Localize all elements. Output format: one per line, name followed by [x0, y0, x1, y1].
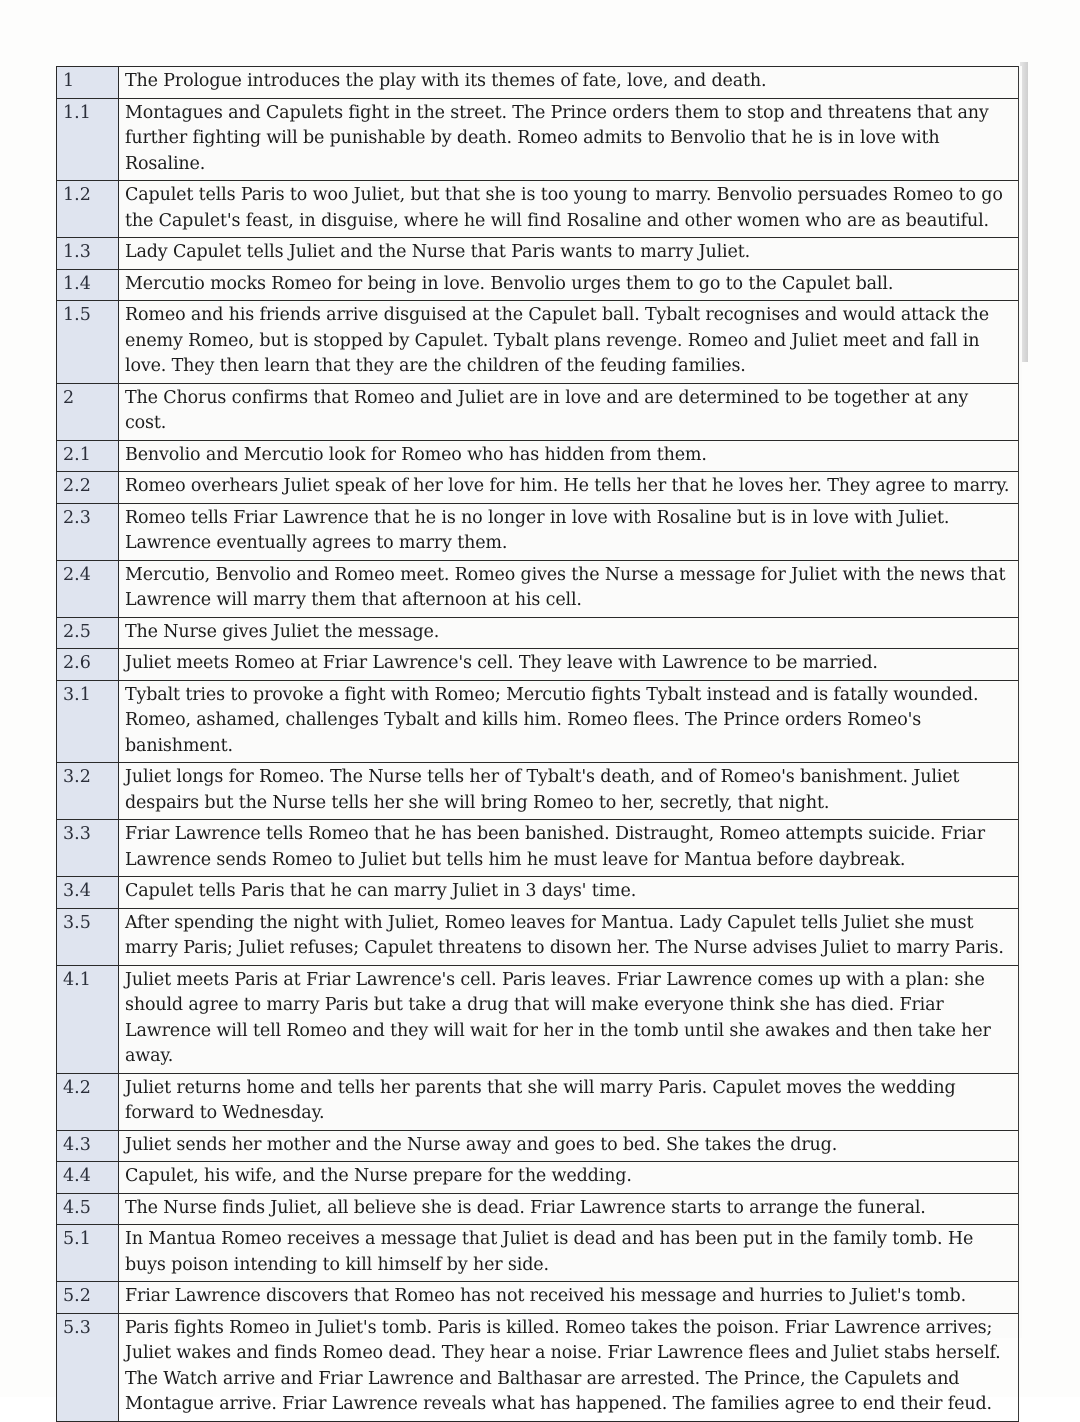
table-row	[57, 965, 1019, 1073]
scene-number: 2.1	[57, 440, 119, 472]
scene-number: 1.5	[57, 301, 119, 384]
scene-summary: Friar Lawrence tells Romeo that he has been banished. Distraught, Romeo attempts suicide. Friar Lawrence sends Romeo to Juliet but tells him he must leave for Mantua before daybreak.	[119, 820, 1019, 877]
scene-summary: Lady Capulet tells Juliet and the Nurse that Paris wants to marry Juliet.	[119, 238, 1019, 270]
table-row	[57, 617, 1019, 649]
scene-number: 4.5	[57, 1193, 119, 1225]
table-row	[57, 1130, 1019, 1162]
scene-number: 4.4	[57, 1162, 119, 1194]
table-row	[57, 1073, 1019, 1130]
scene-number: 3.4	[57, 877, 119, 909]
table-row	[57, 560, 1019, 617]
scene-summary: Juliet meets Paris at Friar Lawrence's cell. Paris leaves. Friar Lawrence comes up with a plan: she should agree to marry Paris but take a drug that will make everyone think she has died. Friar Lawrence will tell Romeo and they will wait for her in the tomb until she awakes and then take her away.	[119, 965, 1019, 1073]
scene-summary: Romeo overhears Juliet speak of her love for him. He tells her that he loves her. They agree to marry.	[119, 472, 1019, 504]
scene-number: 2	[57, 383, 119, 440]
table-row	[57, 238, 1019, 270]
table-row	[57, 67, 1019, 99]
scene-number: 5.2	[57, 1282, 119, 1314]
scene-summary: Romeo tells Friar Lawrence that he is no longer in love with Rosaline but is in love with Juliet. Lawrence eventually agrees to marry them.	[119, 503, 1019, 560]
table-row	[57, 503, 1019, 560]
scene-number: 2.3	[57, 503, 119, 560]
scene-number: 4.3	[57, 1130, 119, 1162]
table-row	[57, 440, 1019, 472]
table-row	[57, 301, 1019, 384]
table-row	[57, 1282, 1019, 1314]
scene-summary: Friar Lawrence discovers that Romeo has not received his message and hurries to Juliet's tomb.	[119, 1282, 1019, 1314]
scene-summary: Paris fights Romeo in Juliet's tomb. Paris is killed. Romeo takes the poison. Friar Lawrence arrives; Juliet wakes and finds Romeo dead. They hear a noise. Friar Lawrence flees and Juliet stabs herself. The Watch arrive and Friar Lawrence and Balthasar are arrested. The Prince, the Capulets and Montague arrive. Friar Lawrence reveals what has happened. The families agree to end their feud.	[119, 1313, 1019, 1421]
scene-number: 2.6	[57, 649, 119, 681]
scene-summary: Juliet longs for Romeo. The Nurse tells her of Tybalt's death, and of Romeo's banishment. Juliet despairs but the Nurse tells her she will bring Romeo to her, secretly, that night.	[119, 763, 1019, 820]
table-row	[57, 1193, 1019, 1225]
scene-summary: Juliet returns home and tells her parents that she will marry Paris. Capulet moves the wedding forward to Wednesday.	[119, 1073, 1019, 1130]
scene-summary: Mercutio mocks Romeo for being in love. Benvolio urges them to go to the Capulet ball.	[119, 269, 1019, 301]
scene-number: 4.2	[57, 1073, 119, 1130]
table-row	[57, 649, 1019, 681]
scene-summary: Tybalt tries to provoke a fight with Romeo; Mercutio fights Tybalt instead and is fatally wounded. Romeo, ashamed, challenges Tybalt and kills him. Romeo flees. The Prince orders Romeo's banishment.	[119, 680, 1019, 763]
scene-summary: The Prologue introduces the play with its themes of fate, love, and death.	[119, 67, 1019, 99]
scene-number: 1.2	[57, 181, 119, 238]
table-row	[57, 1162, 1019, 1194]
table-row	[57, 181, 1019, 238]
table-row	[57, 1313, 1019, 1421]
scene-number: 1.3	[57, 238, 119, 270]
scene-summary: Capulet tells Paris to woo Juliet, but that she is too young to marry. Benvolio persuades Romeo to go the Capulet's feast, in disguise, where he will find Rosaline and other women who are as beautiful.	[119, 181, 1019, 238]
scene-summary: The Chorus confirms that Romeo and Juliet are in love and are determined to be together at any cost.	[119, 383, 1019, 440]
scene-summary: Romeo and his friends arrive disguised at the Capulet ball. Tybalt recognises and would attack the enemy Romeo, but is stopped by Capulet. Tybalt plans revenge. Romeo and Juliet meet and fall in love. They then learn that they are the children of the feuding families.	[119, 301, 1019, 384]
scene-number: 3.1	[57, 680, 119, 763]
scene-number: 3.2	[57, 763, 119, 820]
table-row	[57, 383, 1019, 440]
synopsis-table	[56, 66, 1019, 1422]
scene-summary: Benvolio and Mercutio look for Romeo who has hidden from them.	[119, 440, 1019, 472]
table-row	[57, 1225, 1019, 1282]
synopsis-sheet	[56, 66, 1022, 1414]
scene-number: 2.2	[57, 472, 119, 504]
table-row	[57, 820, 1019, 877]
table-row	[57, 472, 1019, 504]
table-row	[57, 763, 1019, 820]
scene-number: 2.4	[57, 560, 119, 617]
scene-summary: After spending the night with Juliet, Romeo leaves for Mantua. Lady Capulet tells Juliet she must marry Paris; Juliet refuses; Capulet threatens to disown her. The Nurse advises Juliet to marry Paris.	[119, 908, 1019, 965]
scene-number: 5.1	[57, 1225, 119, 1282]
scene-summary: Mercutio, Benvolio and Romeo meet. Romeo gives the Nurse a message for Juliet with the news that Lawrence will marry them that afternoon at his cell.	[119, 560, 1019, 617]
table-row	[57, 269, 1019, 301]
table-row	[57, 877, 1019, 909]
scene-summary: In Mantua Romeo receives a message that Juliet is dead and has been put in the family tomb. He buys poison intending to kill himself by her side.	[119, 1225, 1019, 1282]
scene-number: 3.3	[57, 820, 119, 877]
table-row	[57, 908, 1019, 965]
table-row	[57, 680, 1019, 763]
scene-number: 5.3	[57, 1313, 119, 1421]
scene-number: 3.5	[57, 908, 119, 965]
scene-number: 2.5	[57, 617, 119, 649]
scene-summary: Capulet tells Paris that he can marry Juliet in 3 days' time.	[119, 877, 1019, 909]
scene-summary: The Nurse finds Juliet, all believe she is dead. Friar Lawrence starts to arrange the funeral.	[119, 1193, 1019, 1225]
scene-number: 1.1	[57, 98, 119, 181]
scene-number: 1	[57, 67, 119, 99]
table-row	[57, 98, 1019, 181]
scene-number: 4.1	[57, 965, 119, 1073]
scene-summary: Juliet meets Romeo at Friar Lawrence's cell. They leave with Lawrence to be married.	[119, 649, 1019, 681]
scene-number: 1.4	[57, 269, 119, 301]
scene-summary: Juliet sends her mother and the Nurse away and goes to bed. She takes the drug.	[119, 1130, 1019, 1162]
scene-summary: The Nurse gives Juliet the message.	[119, 617, 1019, 649]
scene-summary: Montagues and Capulets fight in the street. The Prince orders them to stop and threatens that any further fighting will be punishable by death. Romeo admits to Benvolio that he is in love with Rosaline.	[119, 98, 1019, 181]
scene-summary: Capulet, his wife, and the Nurse prepare for the wedding.	[119, 1162, 1019, 1194]
